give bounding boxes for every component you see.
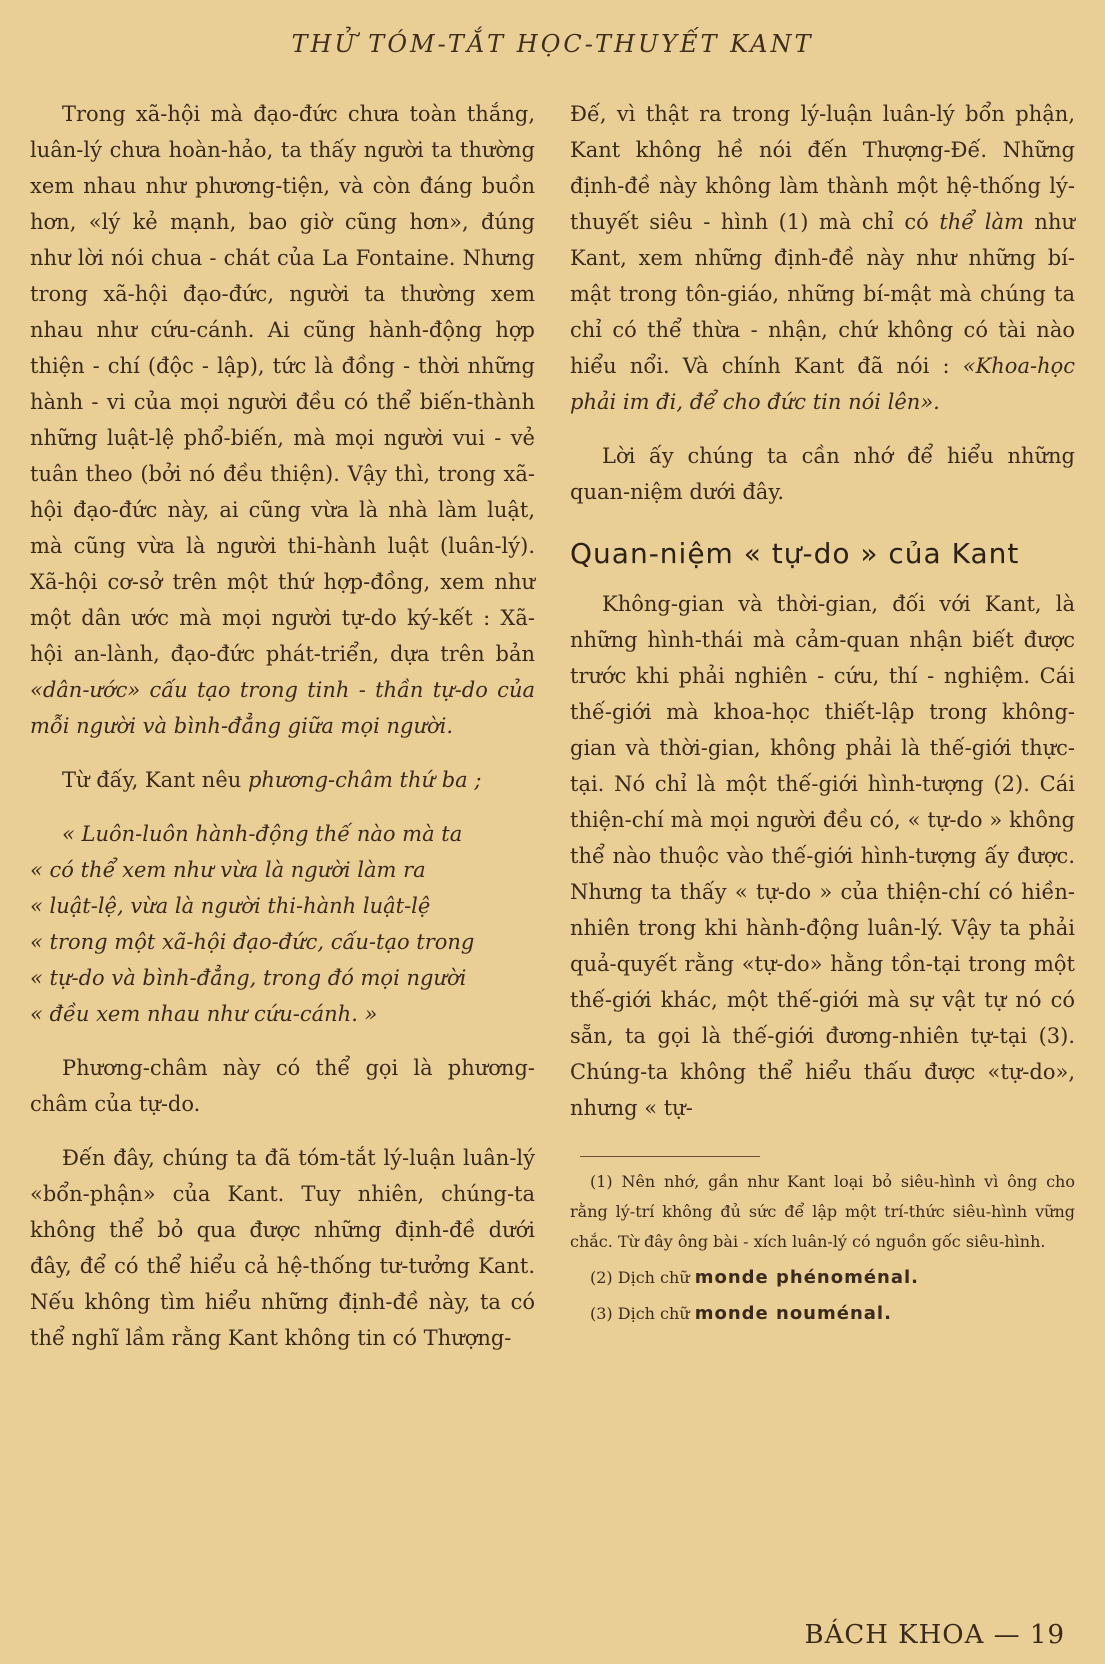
- quote-line: « Luôn-luôn hành-động thế nào mà ta: [62, 822, 463, 846]
- paragraph: Lời ấy chúng ta cần nhớ để hiểu những quan-niệm dưới đây.: [570, 444, 1075, 504]
- maxim-quote: [30, 816, 535, 1032]
- paragraph: [30, 96, 535, 744]
- page-footer: BÁCH KHOA — 19: [804, 1620, 1065, 1650]
- footnote-2: [570, 1263, 1075, 1293]
- paragraph: [30, 762, 535, 798]
- footnote-term: monde nouménal.: [694, 1303, 892, 1324]
- right-column: [570, 96, 1075, 1335]
- quote-line: « đều xem nhau như cứu-cánh. »: [30, 1002, 378, 1026]
- running-header: THỬ TÓM-TẮT HỌC-THUYẾT KANT: [291, 30, 814, 58]
- footnote-term: monde phénoménal.: [694, 1267, 920, 1288]
- section-heading: Quan-niệm « tự-do » của Kant: [570, 537, 1020, 570]
- paragraph-text: Trong xã-hội mà đạo-đức chưa toàn thắng, luân-lý chưa hoàn-hảo, ta thấy người ta thường xem nhau như phương-tiện, và còn đáng buồn hơn, «lý kẻ mạnh, bao giờ cũng hơn», đúng như lời nói chua - chát của La Fontaine. Nhưng trong xã-hội đạo-đức, người ta thường xem nhau như cứu-cánh. Ai cũng hành-động hợp thiện - chí (độc - lập), tức là đồng - thời những hành - vi của mọi người đều có thể biến-thành những luật-lệ phổ-biến, mà mọi người vui - vẻ tuân theo (bởi nó đều thiện). Vậy thì, trong xã-hội đạo-đức này, ai cũng vừa là nhà làm luật, mà cũng vừa là người thi-hành luật (luân-lý). Xã-hội cơ-sở trên một thứ hợp-đồng, xem như một dân ước mà mọi người tự-do ký-kết : Xã-hội an-lành, đạo-đức phát-triển, dựa trên bản: [30, 102, 535, 666]
- quote-line: « luật-lệ, vừa là người thi-hành luật-lệ: [30, 894, 431, 918]
- italic-text: thể làm: [939, 210, 1024, 234]
- paragraph: Không-gian và thời-gian, đối với Kant, là những hình-thái mà cảm-quan nhận biết được trước khi phải nghiên - cứu, thí - nghiệm. Cái thế-giới mà khoa-học thiết-lập trong không-gian và thời-gian, không phải là thế-giới thực-tại. Nó chỉ là một thế-giới hình-tượng (2). Cái thiện-chí mà mọi người đều có, « tự-do » không thể nào thuộc vào thế-giới hình-tượng ấy được. Nhưng ta thấy « tự-do » của thiện-chí có hiền-nhiên trong khi hành-động luân-lý. Vậy ta phải quả-quyết rằng «tự-do» hằng tồn-tại trong một thế-giới khác, một thế-giới mà sự vật tự nó có sẵn, ta gọi là thế-giới đương-nhiên tự-tại (3). Chúng-ta không thể hiểu thấu được «tự-do», nhưng « tự-: [570, 592, 1075, 1120]
- paragraph: Phương-châm này có thể gọi là phương-châm của tự-do.: [30, 1056, 535, 1116]
- paragraph-text: Từ đấy, Kant nêu: [62, 768, 248, 792]
- footnote-text: (2) Dịch chữ: [590, 1268, 695, 1287]
- left-column: [30, 96, 535, 1374]
- quote-line: « trong một xã-hội đạo-đức, cấu-tạo trong: [30, 930, 475, 954]
- footnote-divider: [580, 1156, 760, 1157]
- quote-line: « tự-do và bình-đẳng, trong đó mọi người: [30, 966, 467, 990]
- italic-text: phương-châm thứ ba ;: [247, 768, 482, 792]
- paragraph: [570, 96, 1075, 420]
- paragraph-text: như Kant, xem những định-đề này như những bí-mật trong tôn-giáo, những bí-mật mà chúng ta chỉ có thể thừa - nhận, chứ không có tài nào hiểu nổi. Và chính Kant đã nói :: [570, 210, 1075, 378]
- quote-line: « có thể xem như vừa là người làm ra: [30, 858, 426, 882]
- footnote-text: (3) Dịch chữ: [590, 1304, 695, 1323]
- footnote-1: (1) Nên nhớ, gần như Kant loại bỏ siêu-hình vì ông cho rằng lý-trí không đủ sức để lập một trí-thức siêu-hình vững chắc. Từ đây ông bài - xích luân-lý có nguồn gốc siêu-hình.: [570, 1172, 1075, 1251]
- paragraph: Đến đây, chúng ta đã tóm-tắt lý-luận luân-lý «bổn-phận» của Kant. Tuy nhiên, chúng-ta không thể bỏ qua được những định-đề dưới đây, để có thể hiểu cả hệ-thống tư-tưởng Kant. Nếu không tìm hiểu những định-đề này, ta có thể nghĩ lầm rằng Kant không tin có Thượng-: [30, 1146, 535, 1350]
- italic-text: «dân-ước» cấu tạo trong tinh - thần tự-do của mỗi người và bình-đẳng giữa mọi người.: [30, 678, 535, 738]
- footnote-3: [570, 1299, 1075, 1329]
- italic-quote: «Khoa-học phải im đi, để cho đức tin nói lên».: [570, 354, 1075, 414]
- paragraph-text: Đế, vì thật ra trong lý-luận luân-lý bổn phận, Kant không hề nói đến Thượng-Đế. Những định-đề này không làm thành một hệ-thống lý-thuyết siêu - hình (1) mà chỉ có: [570, 102, 1075, 234]
